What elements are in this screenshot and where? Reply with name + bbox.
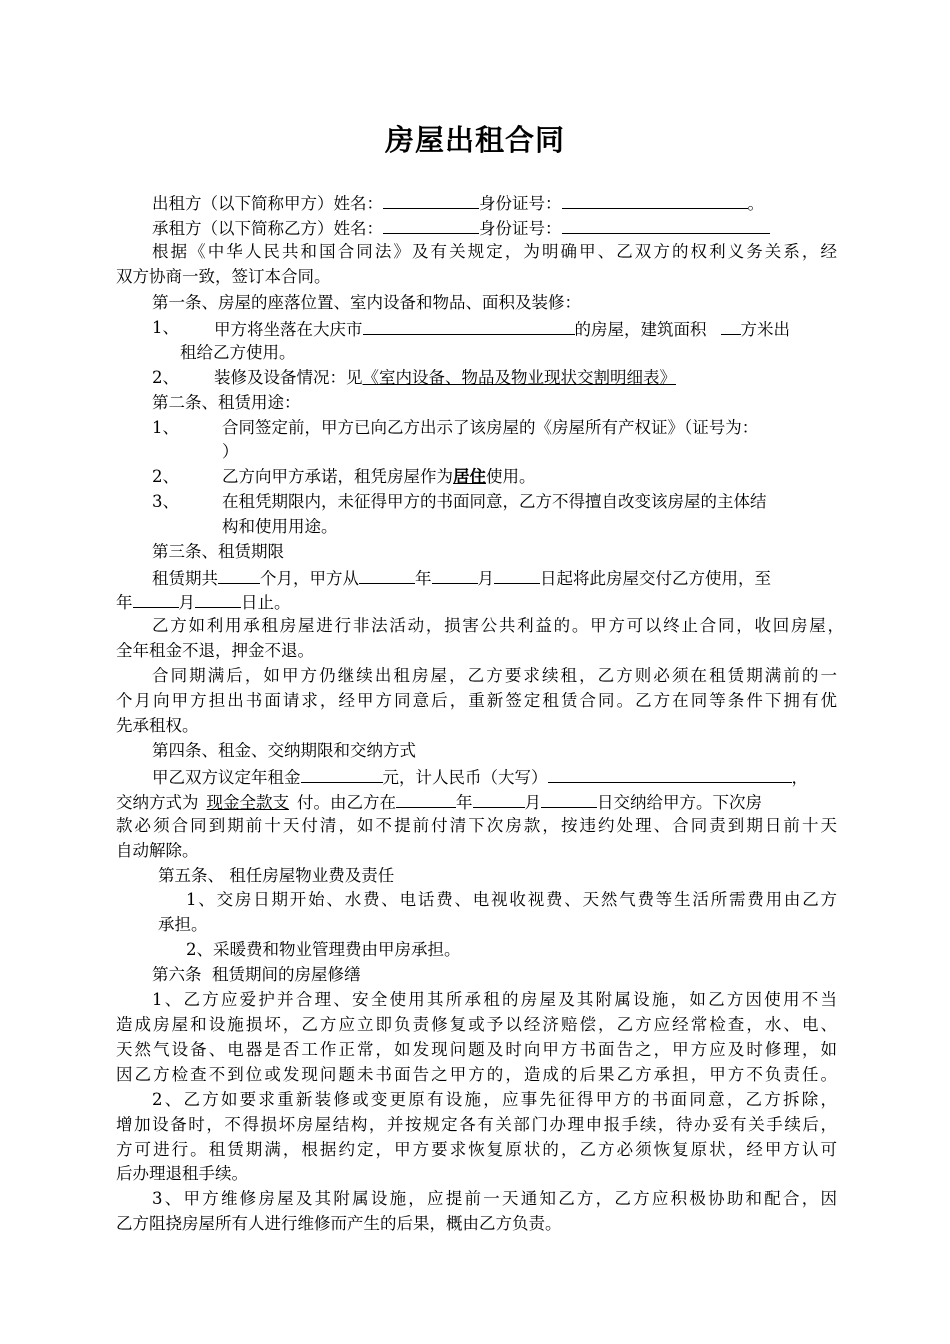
rent-amount-blank[interactable] <box>301 764 383 783</box>
payment-text-b: 付。由乙方在 <box>297 793 396 812</box>
address-blank[interactable] <box>363 316 575 335</box>
repair-2-line-3: 方可进行。租赁期满，根据约定，甲方要求恢复原状的，乙方必须恢复原状，经甲方认可 <box>116 1140 837 1159</box>
payment-text-a: 交纳方式为 <box>116 793 199 812</box>
inventory-table-reference: 《室内设备、物品及物业现状交割明细表》 <box>362 368 676 387</box>
repair-3-line-2: 乙方阻挠房屋所有人进行维修而产生的后果，概由乙方负责。 <box>116 1214 562 1233</box>
lease-term-line-2 <box>116 589 291 613</box>
lease-term-text-e: 日起将此房屋交付乙方使用，至 <box>540 569 771 588</box>
rent-words-blank[interactable] <box>548 764 792 783</box>
art1-item-2-num: 2、 <box>152 368 179 387</box>
art2-item-2-text-c: 使用。 <box>486 467 536 486</box>
lease-term-line-1 <box>152 565 771 589</box>
start-day-blank[interactable] <box>494 565 540 584</box>
art2-item-3-cont: 构和使用用途。 <box>222 517 338 536</box>
usage-purpose: 居住 <box>453 467 486 486</box>
lessor-id-blank[interactable] <box>562 190 748 209</box>
start-year-blank[interactable] <box>359 565 415 584</box>
art1-item-1-num: 1、 <box>152 318 179 337</box>
preamble-line-1: 根据《中华人民共和国合同法》及有关规定，为明确甲、乙双方的权利义务关系，经 <box>152 242 837 261</box>
lease-term-text-d: 月 <box>477 569 494 588</box>
renewal-line-2: 个月向甲方担出书面请求，经甲方同意后，重新签定租赁合同。乙方在同等条件下拥有优 <box>116 691 837 710</box>
lease-term-text-b: 个月，甲方从 <box>260 569 359 588</box>
lessor-label: 出租方（以下简称甲方）姓名： <box>152 194 383 213</box>
repair-1-line-4: 因乙方检查不到位或发现问题未书面告之甲方的，造成的后果乙方承担，甲方不负责任。 <box>116 1065 837 1084</box>
pay-year-blank[interactable] <box>396 789 456 808</box>
lease-term-text-h: 日止。 <box>241 593 291 612</box>
utilities-line-2: 承担。 <box>158 915 208 934</box>
renewal-line-3: 先承租权。 <box>116 716 199 735</box>
rent-text-b: 元，计人民币（大写） <box>382 768 548 787</box>
article-6-heading: 第六条 租赁期间的房屋修缮 <box>152 965 361 984</box>
heating-fee-line: 2、采暖费和物业管理费由甲房承担。 <box>186 940 461 959</box>
art2-item-2-num: 2、 <box>152 467 179 486</box>
repair-1-line-1: 1、乙方应爱护并合理、安全使用其所承租的房屋及其附属设施，如乙方因使用不当 <box>152 990 837 1009</box>
lease-term-text-f: 年 <box>116 593 133 612</box>
payment-text-e: 日交纳给甲方。下次房 <box>597 793 762 812</box>
art1-item-1-text-a: 甲方将坐落在大庆市 <box>214 320 363 339</box>
art1-item-1-cont: 租给乙方使用。 <box>180 343 296 362</box>
rent-text-a: 甲乙双方议定年租金 <box>152 768 301 787</box>
pay-day-blank[interactable] <box>541 789 597 808</box>
repair-1-line-3: 天然气设备、电器是否工作正常，如发现问题及时向甲方书面告之，甲方应及时修理，如 <box>116 1040 837 1059</box>
payment-deadline-line-2: 自动解除。 <box>116 841 199 860</box>
illegal-use-line-2: 全年租金不退，押金不退。 <box>116 641 314 660</box>
repair-2-line-2: 增加设备时，不得损坏房屋结构，并按规定各有关部门办理申报手续，待办妥有关手续后， <box>116 1115 837 1134</box>
article-3-heading: 第三条、租赁期限 <box>152 542 284 561</box>
art2-item-1-line: 合同签定前，甲方已向乙方出示了该房屋的《房屋所有产权证》（证号为： <box>222 418 759 437</box>
art2-item-2-text-a: 乙方向甲方承诺，租凭房屋作为 <box>222 467 453 486</box>
lessor-end-punct: 。 <box>747 194 764 213</box>
art1-item-2-line <box>214 366 682 390</box>
payment-text-c: 年 <box>456 793 473 812</box>
lessor-line <box>152 190 764 214</box>
lessee-id-blank[interactable] <box>562 215 770 234</box>
art2-item-1-num: 1、 <box>152 418 179 437</box>
lessee-line <box>152 215 770 239</box>
art2-item-2-line <box>222 465 536 489</box>
renewal-line-1: 合同期满后，如甲方仍继续出租房屋，乙方要求续租，乙方则必须在租赁期满前的一 <box>152 666 837 685</box>
lease-term-text-c: 年 <box>415 569 432 588</box>
article-1-heading: 第一条、房屋的座落位置、室内设备和物品、面积及装修： <box>152 293 581 312</box>
payment-text-d: 月 <box>524 793 541 812</box>
lease-term-text-g: 月 <box>178 593 195 612</box>
lessor-id-label: 身份证号： <box>479 194 562 213</box>
lessee-id-label: 身份证号： <box>479 219 562 238</box>
illegal-use-line-1: 乙方如利用承租房屋进行非法活动，损害公共利益的。甲方可以终止合同，收回房屋， <box>152 616 844 635</box>
preamble-line-2: 双方协商一致，签订本合同。 <box>116 267 331 286</box>
repair-2-line-4: 后办理退租手续。 <box>116 1164 248 1183</box>
rent-amount-line <box>152 764 808 788</box>
article-4-heading: 第四条、租金、交纳期限和交纳方式 <box>152 741 416 760</box>
art1-item-1-line <box>214 316 790 340</box>
pay-month-blank[interactable] <box>473 789 525 808</box>
lessee-label: 承租方（以下简称乙方）姓名： <box>152 219 383 238</box>
art1-item-1-text-b: 的房屋，建筑面积 <box>574 320 707 339</box>
end-month-blank[interactable] <box>195 589 241 608</box>
article-5-heading: 第五条、 租任房屋物业费及责任 <box>158 866 395 885</box>
rent-text-c: ， <box>791 768 808 787</box>
area-blank[interactable] <box>721 316 741 335</box>
article-2-heading: 第二条、租赁用途： <box>152 393 301 412</box>
months-blank[interactable] <box>218 565 260 584</box>
document-title: 房屋出租合同 <box>384 123 565 157</box>
lease-term-text-a: 租赁期共 <box>152 569 218 588</box>
payment-deadline-line-1: 款必须合同到期前十天付清，如不提前付清下次房款，按违约处理、合同责到期日前十天 <box>116 816 837 835</box>
payment-method-value: 现金全款支 <box>206 793 289 812</box>
lessor-name-blank[interactable] <box>383 190 479 209</box>
lessee-name-blank[interactable] <box>383 215 479 234</box>
repair-3-line-1: 3、甲方维修房屋及其附属设施，应提前一天通知乙方，乙方应积极协助和配合，因 <box>152 1189 837 1208</box>
art2-item-1-cont: ） <box>222 442 239 461</box>
repair-2-line-1: 2、乙方如要求重新装修或变更原有设施，应事先征得甲方的书面同意，乙方拆除， <box>152 1090 837 1109</box>
start-month-blank[interactable] <box>432 565 478 584</box>
repair-1-line-2: 造成房屋和设施损坏，乙方应立即负责修复或予以经济赔偿，乙方应经常检查，水、电、 <box>116 1015 837 1034</box>
art1-item-1-text-c: 方米出 <box>740 320 790 339</box>
art2-item-3-line: 在租凭期限内，未征得甲方的书面同意，乙方不得擅自改变该房屋的主体结 <box>222 492 767 511</box>
end-year-blank[interactable] <box>133 589 179 608</box>
art1-item-2-text: 装修及设备情况：见 <box>214 368 363 387</box>
utilities-line-1: 1、交房日期开始、水费、电话费、电视收视费、天然气费等生活所需费用由乙方 <box>186 890 837 909</box>
payment-method-line <box>116 789 762 813</box>
art2-item-3-num: 3、 <box>152 492 179 511</box>
